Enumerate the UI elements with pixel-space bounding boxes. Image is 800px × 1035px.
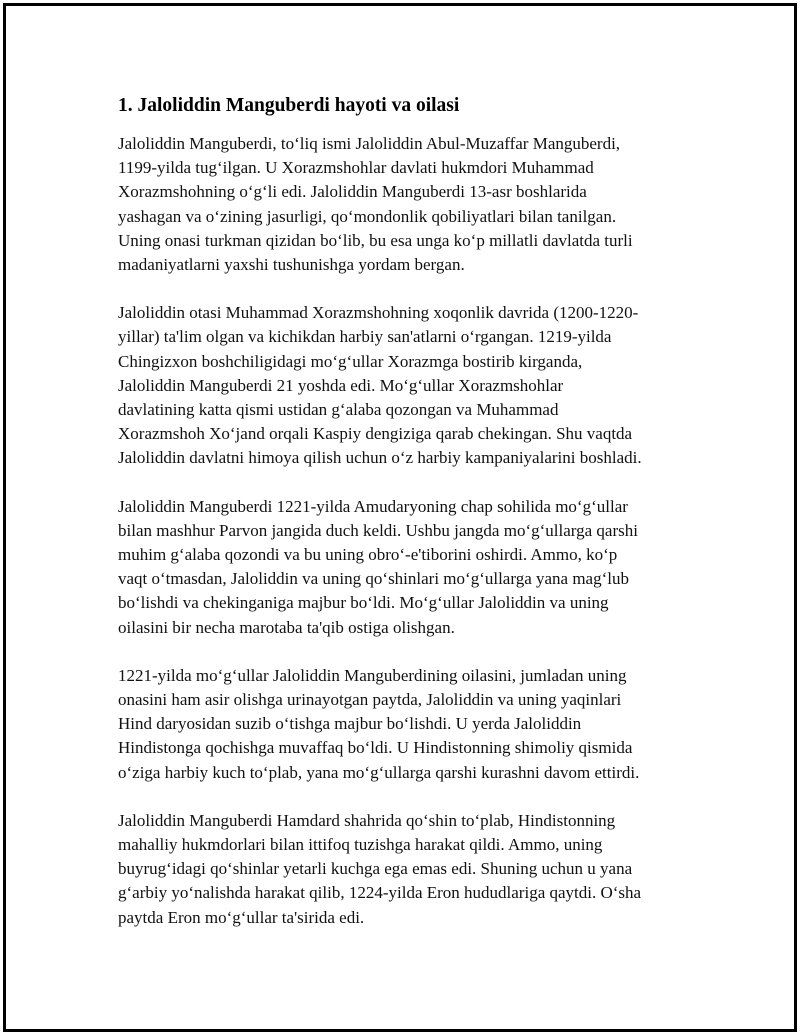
text-line: Uning onasi turkman qizidan bo‘lib, bu esa unga ko‘p millatli davlatda turli <box>118 230 633 250</box>
text-line: buyrug‘idagi qo‘shinlar yetarli kuchga ega emas edi. Shuning uchun u yana <box>118 859 633 879</box>
text-line: 1221-yilda mo‘g‘ullar Jaloliddin Manguberdining oilasini, jumladan uning <box>118 665 627 685</box>
text-line: Jaloliddin otasi Muhammad Xorazmshohning xoqonlik davrida (1200-1220- <box>118 303 639 323</box>
paragraph-2 <box>118 301 686 470</box>
paragraph-5 <box>118 809 686 930</box>
text-line: yillar) ta'lim olgan va kichikdan harbiy san'atlarni o‘rgangan. 1219-yilda <box>118 327 612 347</box>
text-line: davlatining katta qismi ustidan g‘alaba qozongan va Muhammad <box>118 400 559 420</box>
section-heading: 1. Jaloliddin Manguberdi hayoti va oilasi <box>118 95 460 116</box>
paragraph-1 <box>118 132 686 277</box>
text-line: muhim g‘alaba qozondi va bu uning obro‘-e'tiborini oshirdi. Ammo, ko‘p <box>118 545 618 565</box>
text-line: yashagan va o‘zining jasurligi, qo‘mondonlik qobiliyatlari bilan tanilgan. <box>118 206 617 226</box>
text-line: madaniyatlarni yaxshi tushunishga yordam bergan. <box>118 255 465 275</box>
text-line: Hindistonga qochishga muvaffaq bo‘ldi. U Hindistonning shimoliy qismida <box>118 738 633 758</box>
text-line: paytda Eron mo‘g‘ullar ta'sirida edi. <box>118 907 365 927</box>
text-line: Hind daryosidan suzib o‘tishga majbur bo‘lishdi. U yerda Jaloliddin <box>118 714 582 734</box>
text-line: onasini ham asir olishga urinayotgan paytda, Jaloliddin va uning yaqinlari <box>118 690 622 710</box>
text-line: mahalliy hukmdorlari bilan ittifoq tuzishga harakat qildi. Ammo, uning <box>118 835 603 855</box>
document-body <box>118 94 686 954</box>
text-line: Jaloliddin Manguberdi 21 yoshda edi. Mo‘g‘ullar Xorazmshohlar <box>118 375 564 395</box>
paragraph-4 <box>118 664 686 785</box>
text-line: Jaloliddin davlatni himoya qilish uchun o‘z harbiy kampaniyalarini boshladi. <box>118 448 642 468</box>
paragraph-3 <box>118 495 686 640</box>
text-line: g‘arbiy yo‘nalishda harakat qilib, 1224-yilda Eron hududlariga qaytdi. O‘sha <box>118 883 642 903</box>
text-line: bo‘lishdi va chekinganiga majbur bo‘ldi. Mo‘g‘ullar Jaloliddin va uning <box>118 593 609 613</box>
text-line: Xorazmshoh Xo‘jand orqali Kaspiy dengiziga qarab chekingan. Shu vaqtda <box>118 424 633 444</box>
text-line: Jaloliddin Manguberdi Hamdard shahrida qo‘shin to‘plab, Hindistonning <box>118 810 616 830</box>
text-line: 1199-yilda tug‘ilgan. U Xorazmshohlar davlati hukmdori Muhammad <box>118 158 594 178</box>
text-line: oilasini bir necha marotaba ta'qib ostiga olishgan. <box>118 617 455 637</box>
text-line: bilan mashhur Parvon jangida duch keldi. Ushbu jangda mo‘g‘ullarga qarshi <box>118 520 638 540</box>
text-line: Jaloliddin Manguberdi, to‘liq ismi Jaloliddin Abul-Muzaffar Manguberdi, <box>118 134 621 153</box>
text-line: Xorazmshohning o‘g‘li edi. Jaloliddin Manguberdi 13-asr boshlarida <box>118 182 587 202</box>
text-line: Jaloliddin Manguberdi 1221-yilda Amudaryoning chap sohilida mo‘g‘ullar <box>118 496 628 516</box>
text-line: o‘ziga harbiy kuch to‘plab, yana mo‘g‘ullarga qarshi kurashni davom ettirdi. <box>118 762 640 782</box>
text-line: vaqt o‘tmasdan, Jaloliddin va uning qo‘shinlari mo‘g‘ullarga yana mag‘lub <box>118 569 629 589</box>
text-line: Chingizxon boshchiligidagi mo‘g‘ullar Xorazmga bostirib kirganda, <box>118 351 583 371</box>
